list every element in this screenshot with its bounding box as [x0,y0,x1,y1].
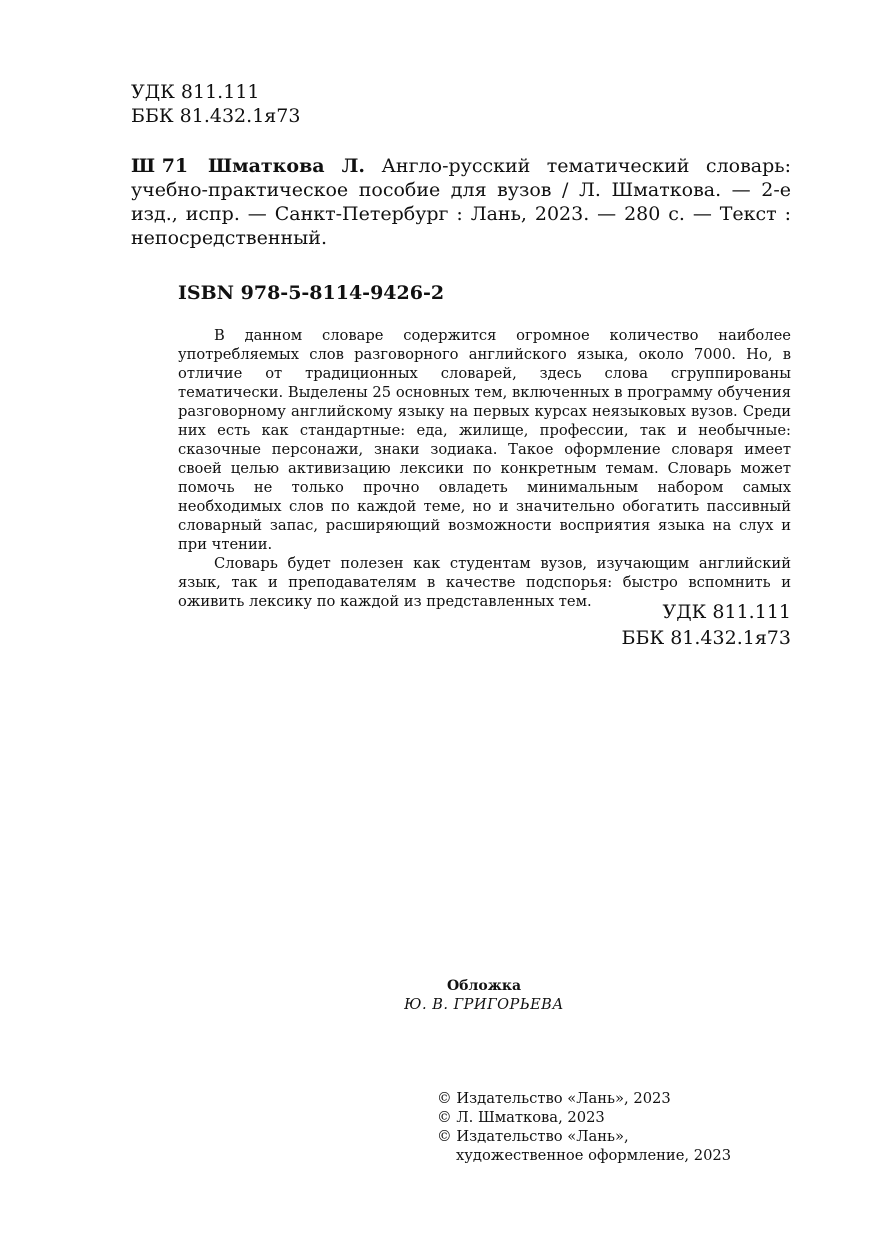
copyright-line: © Л. Шматкова, 2023 [437,1109,605,1126]
copyright-line: художественное оформление, 2023 [456,1147,732,1164]
isbn: ISBN 978-5-8114-9426-2 [178,282,445,304]
classification-header [131,80,300,128]
bibliographic-entry [131,154,791,250]
bbk-code: ББК 81.432.1я73 [131,105,301,127]
cover-label: Обложка [446,978,522,994]
annotation-paragraph: Словарь будет полезен как студентам вузов, изучающим английский язык, так и преподавателям в качестве подспорья: быстро вспомнить и оживить лексику по каждой из представленных тем. [178,555,791,610]
cover-designer: Ю. В. ГРИГОРЬЕВА [404,997,564,1013]
copyright-line: © Издательство «Лань», 2023 [437,1090,671,1107]
copyright-block [437,1089,817,1165]
udk-code: УДК 811.111 [131,81,260,103]
author-name: Шматкова Л. [208,155,366,177]
classification-footer [520,599,791,651]
bibliographic-description: Англо-русский тематический словарь: учебно-практическое пособие для вузов / Л. Шматкова. — 2-е изд., испр. — Санкт-Петербург : Лань, 2023. — 280 с. — Текст : непосредственный. [131,155,792,249]
annotation [178,326,791,611]
udk-code: УДК 811.111 [662,601,791,623]
author-code: Ш 71 [131,155,189,177]
copyright-line: © Издательство «Лань», [437,1128,629,1145]
annotation-paragraph: В данном словаре содержится огромное количество наиболее употребляемых слов разговорного английского языка, около 7000. Но, в отличие от традиционных словарей, здесь слова сгруппированы тематически. Выделены 25 основных тем, включенных в программу обучения разговорному английскому языку на первых курсах неязыковых вузов. Среди них есть как стандартные: еда, жилище, профессии, так и необычные: сказочные персонажи, знаки зодиака. Такое оформление словаря имеет своей целью активизацию лексики по конкретным темам. Словарь может помочь не только прочно овладеть минимальным набором самых необходимых слов по каждой теме, но и значительно обогатить пассивный словарный запас, расширяющий возможности восприятия языка на слух и при чтении. [178,327,791,553]
bbk-code: ББК 81.432.1я73 [621,627,791,649]
